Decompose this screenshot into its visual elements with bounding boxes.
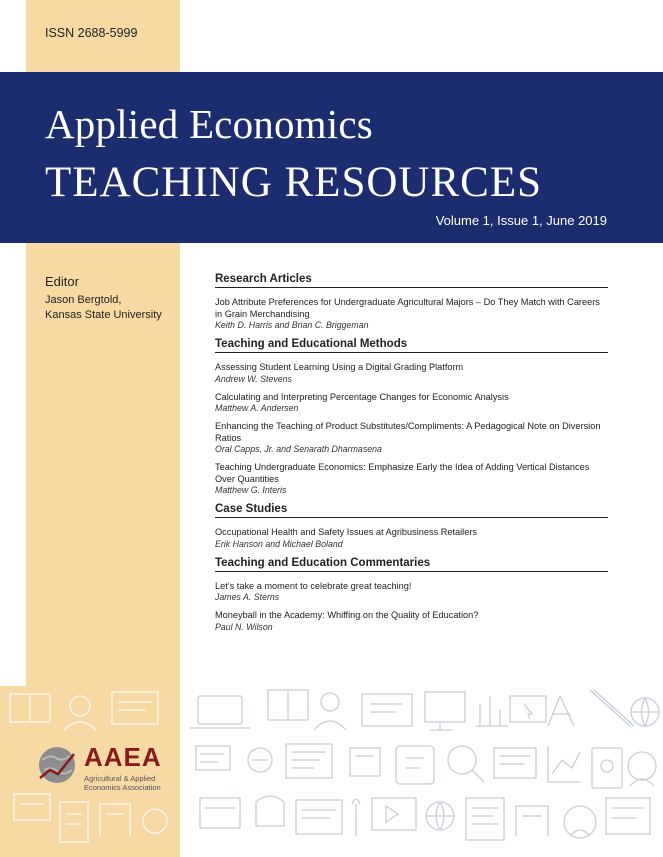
article-entry[interactable]: [215, 421, 608, 455]
logo-acronym: AAEA: [84, 742, 162, 772]
article-title: Job Attribute Preferences for Undergraduate Agricultural Majors – Do They Match with Careers in Grain Merchandising: [215, 297, 600, 319]
article-authors: Matthew G. Interis: [215, 485, 287, 495]
editor-name: Jason Bergtold,: [45, 294, 122, 306]
article-authors: James A. Sterns: [215, 592, 280, 602]
section-heading: Case Studies: [215, 503, 608, 518]
article-title: Occupational Health and Safety Issues at Agribusiness Retailers: [215, 527, 477, 537]
article-entry[interactable]: [215, 392, 608, 415]
article-authors: Andrew W. Stevens: [215, 373, 292, 384]
editor-info: [45, 293, 162, 323]
globe-chart-icon: [36, 744, 78, 786]
article-authors: Oral Capps, Jr. and Senarath Dharmasena: [215, 444, 382, 454]
table-of-contents: [215, 273, 608, 640]
issn-label: ISSN 2688-5999: [45, 26, 138, 40]
editor-heading: Editor: [45, 274, 79, 289]
article-entry[interactable]: [215, 462, 608, 496]
article-title: Teaching Undergraduate Economics: Emphasize Early the Idea of Adding Vertical Distances Over Quantities: [215, 462, 590, 484]
article-authors: Paul N. Wilson: [215, 621, 273, 632]
article-title: Let’s take a moment to celebrate great teaching!: [215, 580, 412, 591]
article-title: Calculating and Interpreting Percentage Changes for Economic Analysis: [215, 391, 509, 402]
logo-line1: Agricultural & Applied: [84, 774, 156, 783]
section-heading: Teaching and Education Commentaries: [215, 557, 608, 572]
article-entry[interactable]: [215, 362, 608, 385]
article-entry[interactable]: [215, 527, 608, 550]
article-authors: Keith D. Harris and Brian C. Briggeman: [215, 320, 369, 330]
logo-subtitle: [84, 774, 161, 792]
editor-affiliation: Kansas State University: [45, 309, 162, 321]
section-heading: Teaching and Educational Methods: [215, 338, 608, 353]
article-authors: Matthew A. Andersen: [215, 403, 299, 413]
logo-line2: Economics Association: [84, 783, 161, 792]
volume-issue: Volume 1, Issue 1, June 2019: [435, 213, 607, 228]
article-entry[interactable]: [215, 297, 608, 331]
article-title: Enhancing the Teaching of Product Substitutes/Compliments: A Pedagogical Note on Diversion Ratios: [215, 421, 601, 443]
journal-title-line2: TEACHING RESOURCES: [45, 159, 543, 206]
article-authors: Erik Hanson and Michael Boland: [215, 538, 343, 549]
article-entry[interactable]: [215, 581, 608, 604]
section-heading: Research Articles: [215, 273, 608, 288]
article-title: Moneyball in the Academy: Whiffing on the Quality of Education?: [215, 610, 479, 620]
aaea-logo: [36, 740, 176, 820]
journal-title-line1: Applied Economics: [45, 101, 373, 147]
article-title: Assessing Student Learning Using a Digital Grading Platform: [215, 362, 464, 372]
article-entry[interactable]: [215, 610, 608, 633]
